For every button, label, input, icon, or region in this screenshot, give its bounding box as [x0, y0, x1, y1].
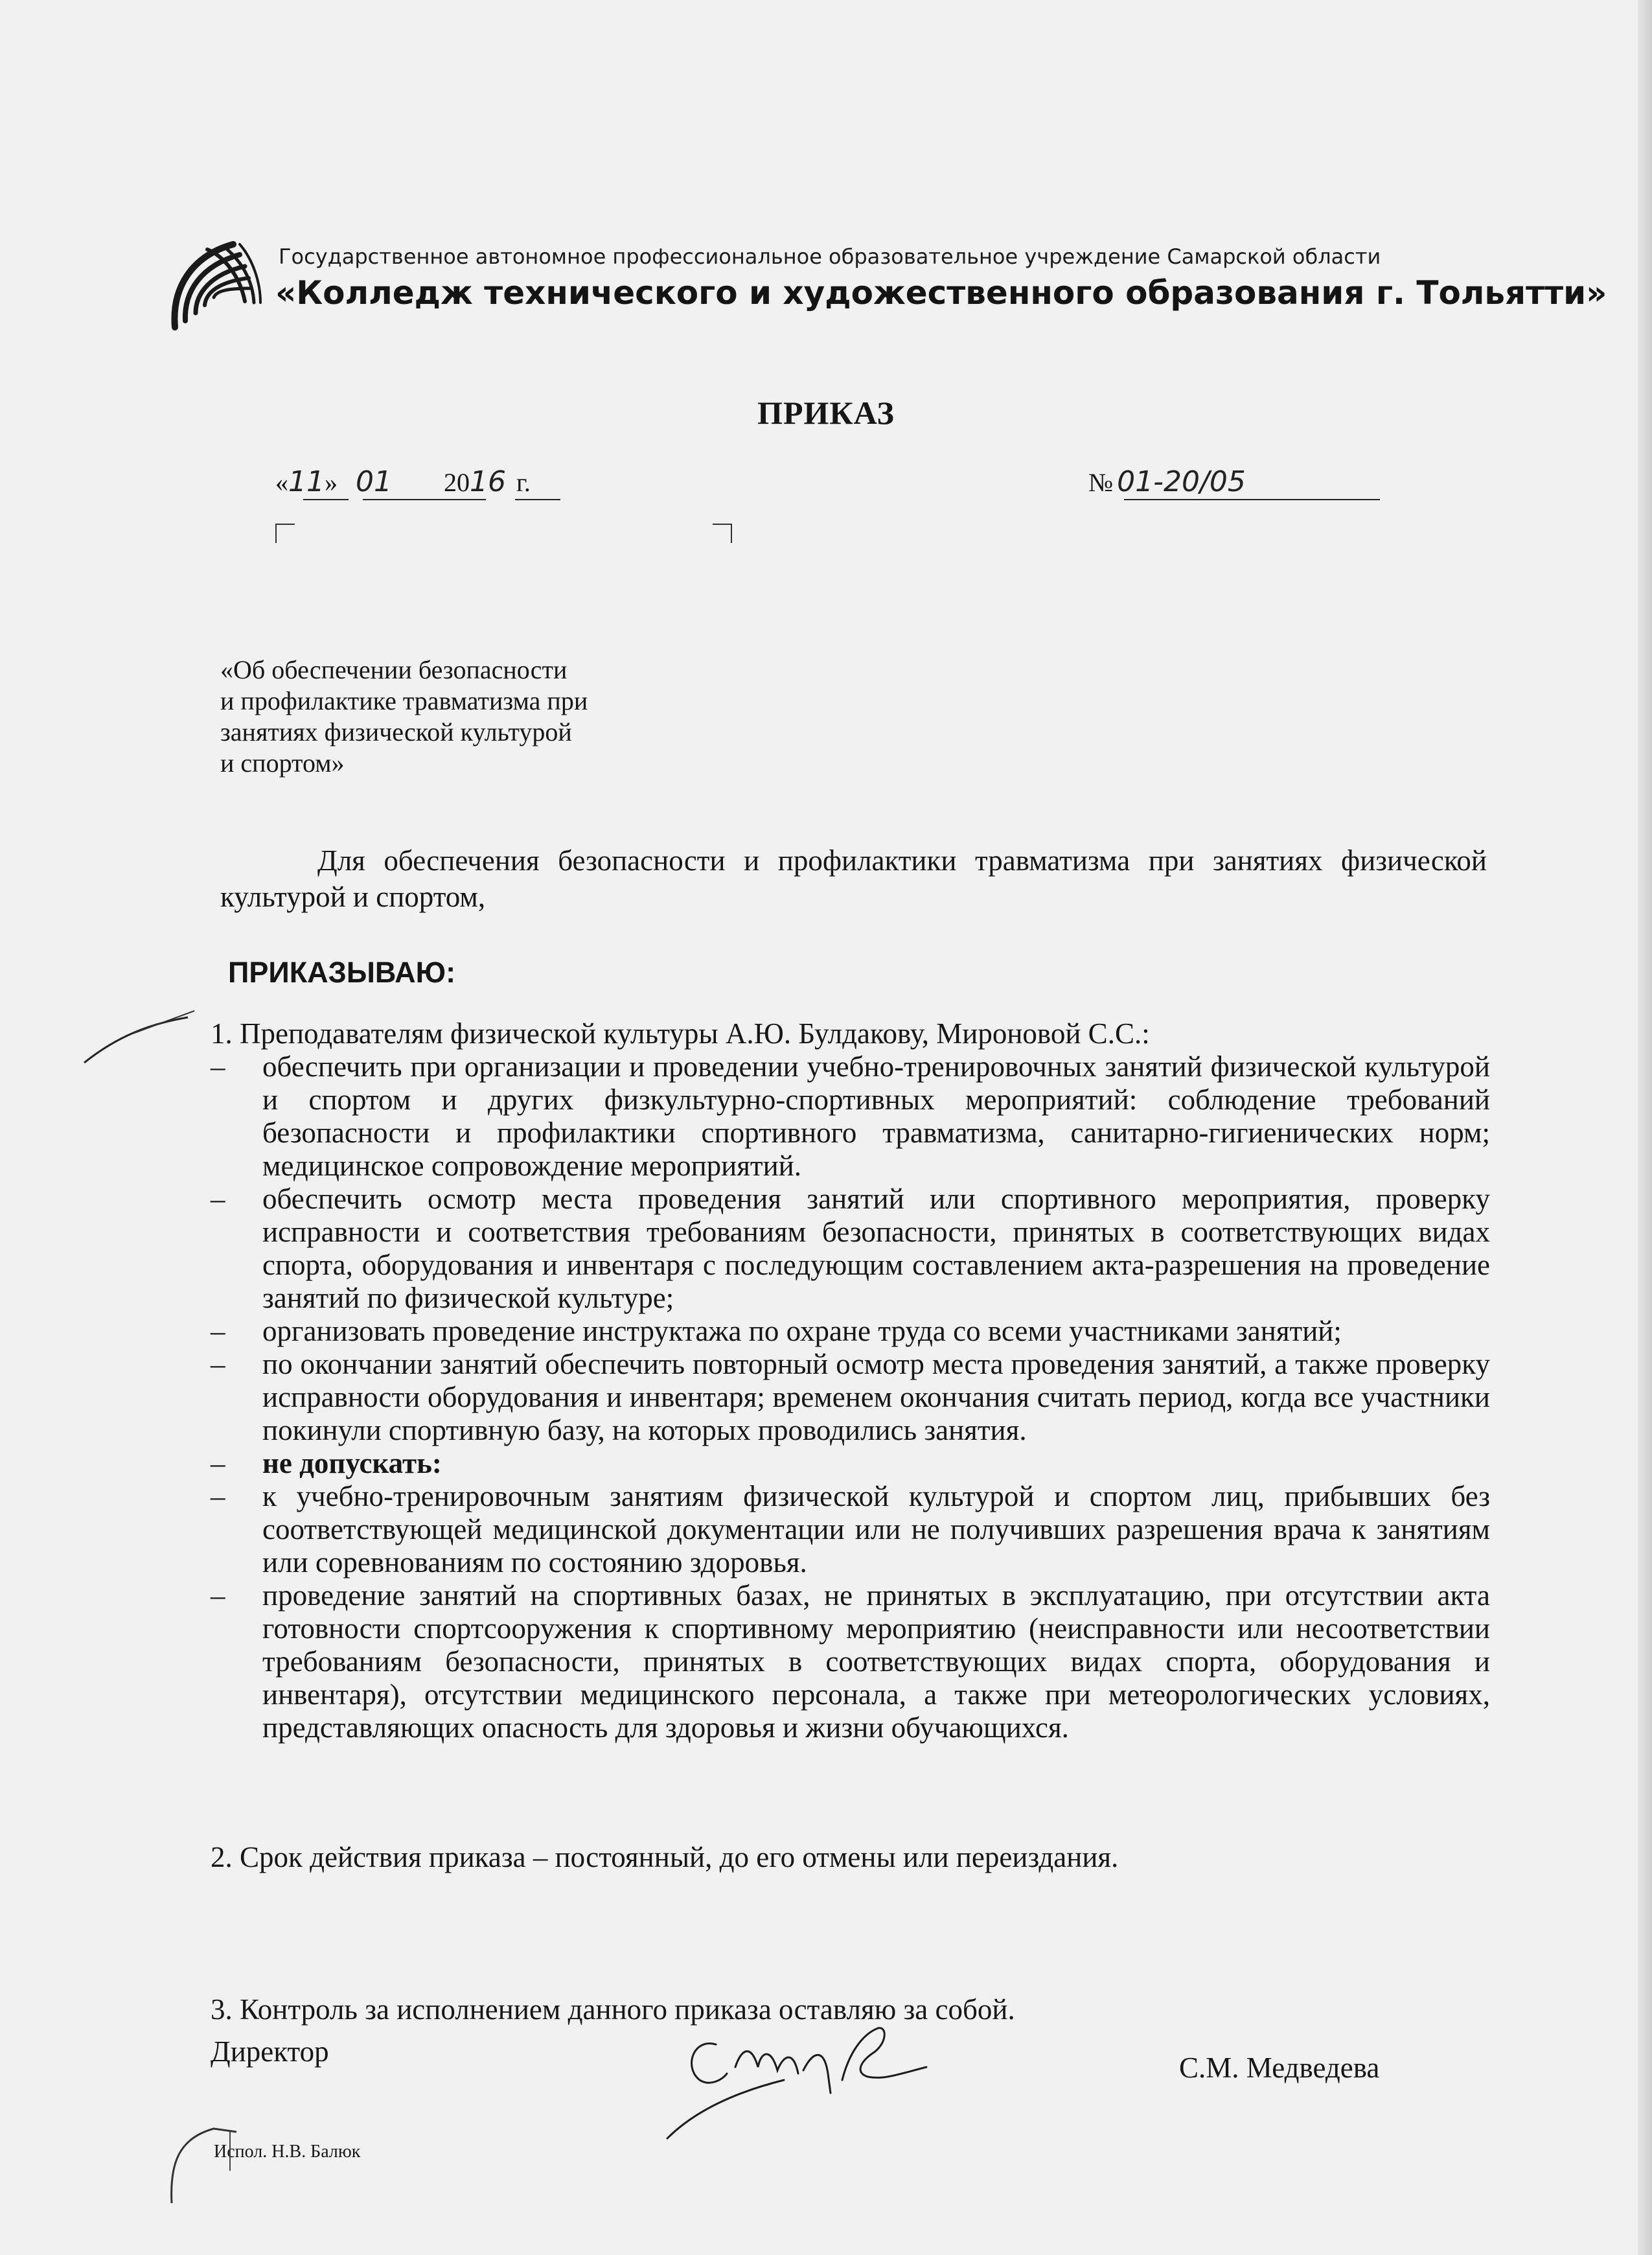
- date-month: 01: [356, 465, 392, 498]
- date-month-underline: [363, 499, 486, 500]
- date-close-quote: »: [325, 468, 338, 497]
- scan-edge: [1638, 0, 1652, 2255]
- number-underline: [1124, 499, 1380, 500]
- order-date: [275, 465, 599, 504]
- preamble: Для обеспечения безопасности и профилактики травматизма при занятиях физической культурой и спортом,: [220, 844, 1487, 913]
- date-day-underline: [303, 499, 349, 500]
- date-day: 11: [288, 465, 325, 498]
- bullet-text: по окончании занятий обеспечить повторный осмотр места проведения занятий, а также проверку исправности оборудования и инвентаря; временем окончания считать период, когда все участники покинули спортивную базу, на которых проводились занятия.: [262, 1348, 1490, 1446]
- list-item: [211, 1315, 1490, 1348]
- list-item: [211, 1579, 1490, 1744]
- item-1-bullet-list: [211, 1050, 1490, 1744]
- corner-mark-left: [275, 524, 295, 543]
- corner-mark-right: [713, 524, 732, 543]
- bullet-dash: –: [211, 1447, 225, 1479]
- bullet-dash: –: [211, 1579, 225, 1612]
- bullet-text-bold: не допускать:: [262, 1447, 442, 1479]
- org-name-line1: Государственное автономное профессиональное образовательное учреждение Самарской области: [279, 244, 1381, 269]
- date-year-underline: [515, 499, 560, 500]
- list-item: [211, 1050, 1490, 1183]
- subject-line: и профилактике травматизма при: [220, 686, 588, 715]
- college-logo-icon: [162, 230, 275, 343]
- bullet-dash: –: [211, 1348, 225, 1380]
- date-open-quote: «: [275, 468, 288, 497]
- handwritten-signature: [654, 1983, 952, 2151]
- date-year-suffix: 16: [470, 465, 506, 498]
- subject-line: и спортом»: [220, 748, 345, 778]
- list-item: [211, 1183, 1490, 1315]
- subject-line: «Об обеспечении безопасности: [220, 655, 568, 684]
- order-item-3: 3. Контроль за исполнением данного приказа оставляю за собой.: [211, 1993, 1015, 2026]
- signatory-name: С.М. Медведева: [1179, 2052, 1380, 2084]
- bullet-text: обеспечить при организации и проведении учебно-тренировочных занятий физической культурой и спортом и других физкультурно-спортивных мероприятий: соблюдение требований безопасности и профилактики спортивного травматизма, санитарно-гигиенических норм; медицинское сопровождение мероприятий.: [262, 1050, 1490, 1182]
- bullet-dash: –: [211, 1050, 225, 1083]
- order-item-1: [211, 1017, 1490, 1744]
- number-label: №: [1088, 468, 1114, 497]
- list-item: [211, 1480, 1490, 1579]
- org-name-line2: «Колледж технического и художественного образования г. Тольятти»: [275, 274, 1607, 312]
- item-1-heading: 1. Преподавателям физической культуры А.Ю. Булдакову, Мироновой С.С.:: [211, 1017, 1150, 1050]
- order-number: [1088, 465, 1386, 504]
- bullet-text: к учебно-тренировочным занятиям физической культурой и спортом лиц, прибывших без соответствующей медицинской документации или не получивших разрешения врача к занятиям или соревнованиям по состоянию здоровья.: [262, 1480, 1490, 1578]
- date-suffix: г.: [516, 468, 531, 497]
- order-subject: [220, 654, 588, 779]
- bullet-text: проведение занятий на спортивных базах, не принятых в эксплуатацию, при отсутствии акта готовности спортсооружения к спортивному мероприятию (неисправности или несоответствии требованиям безопасности, принятых в соответствующих видах спорта, оборудования и инвентаря), отсутствии медицинского персонала, а также при метеорологических условиях, представляющих опасность для здоровья и жизни обучающихся.: [262, 1579, 1490, 1744]
- executor-note: Испол. Н.В. Балюк: [214, 2142, 361, 2162]
- signatory-title: Директор: [211, 2035, 329, 2068]
- list-item: [211, 1348, 1490, 1447]
- bullet-dash: –: [211, 1480, 225, 1512]
- list-item: [211, 1447, 1490, 1480]
- order-directive-heading: ПРИКАЗЫВАЮ:: [228, 956, 456, 989]
- bullet-dash: –: [211, 1183, 225, 1215]
- document-title: ПРИКАЗ: [757, 395, 895, 431]
- bullet-text: организовать проведение инструктажа по охране труда со всеми участниками занятий;: [262, 1315, 1342, 1347]
- letterhead: [162, 230, 1607, 347]
- order-item-2: 2. Срок действия приказа – постоянный, до его отмены или переиздания.: [211, 1841, 1119, 1873]
- subject-line: занятиях физической культурой: [220, 717, 572, 746]
- bullet-dash: –: [211, 1315, 225, 1347]
- bullet-text: обеспечить осмотр места проведения занятий или спортивного мероприятия, проверку исправности и соответствия требованиям безопасности, принятых в соответствующих видах спорта, оборудования и инвентаря с последующим составлением акта-разрешения на проведение занятий по физической культуре;: [262, 1183, 1490, 1314]
- number-value: 01-20/05: [1117, 465, 1246, 498]
- date-year-prefix: 20: [444, 468, 470, 497]
